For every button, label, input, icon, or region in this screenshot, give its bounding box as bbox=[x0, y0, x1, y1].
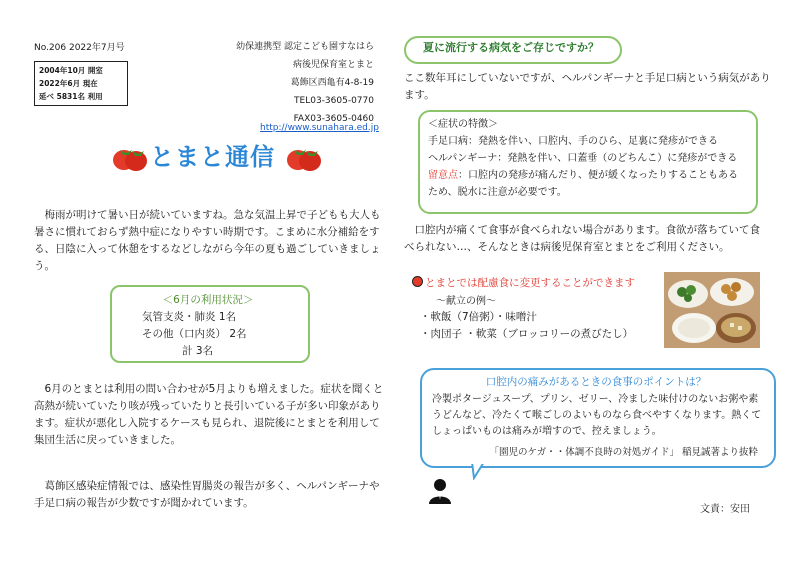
june-usage-line-other: その他（口内炎） 2名 bbox=[142, 328, 247, 340]
symptom-heading: ＜症状の特徴＞ bbox=[428, 119, 498, 130]
meal-item-meatball-veg: ・肉団子 ・軟菜（ブロッコリーの煮びたし） bbox=[420, 328, 634, 340]
organization-info bbox=[188, 38, 374, 128]
meal-heading bbox=[412, 275, 635, 291]
meal-heading-text: とまとでは配慮食に変更することができます bbox=[425, 277, 635, 289]
meal-tips-source: 「園児のケガ・・体調不良時の対処ガイド」 稲見誠著より抜粋 bbox=[489, 447, 758, 458]
author-credit: 文責：安田 bbox=[700, 504, 750, 515]
meal-example-subtitle: ～献立の例～ bbox=[436, 296, 496, 307]
caution-text: ：口腔内の発疹が痛んだり、便が緩くなったりすることもある bbox=[458, 170, 738, 181]
summer-illness-title: 夏に流行する病気をご存じですか？ bbox=[423, 41, 599, 54]
org-name: 幼保連携型 認定こども園すなはら bbox=[236, 42, 374, 52]
stats-line-opened: 2004年10月 開室 bbox=[39, 66, 103, 75]
symptom-caution bbox=[428, 167, 748, 184]
speech-tail bbox=[470, 462, 498, 480]
symptom-content bbox=[428, 116, 748, 201]
june-report-paragraph: 6月のとまとは利用の問い合わせが5月よりも増えました。症状を聞くと高熱が続いていたり咳が残っていたりと長引いている子が多い印象があります。症状が悪化し入院するケースも見られ、退院後にとまとを利用して集団生活に戻っていきました。 bbox=[34, 383, 384, 446]
june-usage-line-total: 計 3名 bbox=[182, 345, 214, 357]
symptom-hfmd: 手足口病：発熱を伴い、口腔内、手のひら、足裏に発疹ができる bbox=[428, 136, 718, 147]
caution-label: 留意点 bbox=[428, 170, 458, 181]
org-address: 葛飾区西亀有4-8-19 bbox=[290, 78, 374, 88]
tomato-icon-right bbox=[287, 150, 321, 171]
usage-stats-box bbox=[34, 61, 128, 106]
tomato-icon-left bbox=[113, 150, 147, 171]
symptom-caution-cont: ため、脱水に注意が必要です。 bbox=[428, 187, 567, 198]
june-usage-line-bronchitis: 気管支炎・肺炎 1名 bbox=[142, 311, 237, 323]
stats-line-current: 2022年6月 現在 bbox=[39, 79, 98, 88]
issue-number: No.206 2022年7月号 bbox=[34, 43, 125, 53]
symptom-herpangina: ヘルパンギーナ：発熱を伴い、口蓋垂（のどちんこ）に発疹ができる bbox=[428, 153, 738, 164]
newsletter-title: とまと通信 bbox=[150, 143, 275, 171]
org-tel: TEL03-3605-0770 bbox=[294, 96, 374, 106]
mouth-pain-paragraph: 口腔内が痛くて食事が食べられない場合があります。食欲が落ちていて食べられない…、そんなときは病後児保育室とまとをご利用ください。 bbox=[404, 224, 761, 253]
website-link[interactable]: http://www.sunahara.ed.jp bbox=[260, 123, 379, 133]
infection-info-paragraph: 葛飾区感染症情報では、感染性胃腸炎の報告が多く、ヘルパンギーナや手足口病の報告が少数ですが聞かれています。 bbox=[34, 480, 380, 509]
summer-illness-intro: ここ数年耳にしていないですが、ヘルパンギーナと手足口病という病気があります。 bbox=[404, 72, 771, 101]
org-fax: FAX03-3605-0460 bbox=[293, 114, 374, 124]
meal-item-rice-soup: ・軟飯（7倍粥）・味噌汁 bbox=[420, 311, 537, 323]
meal-tips-title: 口腔内の痛みがあるときの食事のポイントは？ bbox=[485, 376, 707, 388]
person-icon bbox=[428, 478, 452, 504]
stats-line-total: 延べ 5831名 利用 bbox=[39, 92, 103, 101]
tomato-bullet-icon bbox=[412, 276, 423, 287]
meal-photo bbox=[664, 272, 760, 348]
june-usage-title: ＜6月の利用状況＞ bbox=[162, 294, 254, 306]
org-room: 病後児保育室とまと bbox=[292, 60, 374, 70]
meal-tips-body: 冷製ポタージュスープ、プリン、ゼリー、冷ました味付けのないお粥や素うどんなど、冷たくて喉ごしのよいものなら食べやすくなります。熱くてしょっぱいものは痛みが増すので、控えましょう。 bbox=[432, 394, 762, 437]
intro-paragraph: 梅雨が明けて暑い日が続いていますね。急な気温上昇で子どもも大人も暑さに慣れておらず熱中症になりやすい時期です。こまめに水分補給をする、日陰に入って休憩をするなどしながら今年の夏も過ごしていきましょう。 bbox=[34, 209, 381, 272]
